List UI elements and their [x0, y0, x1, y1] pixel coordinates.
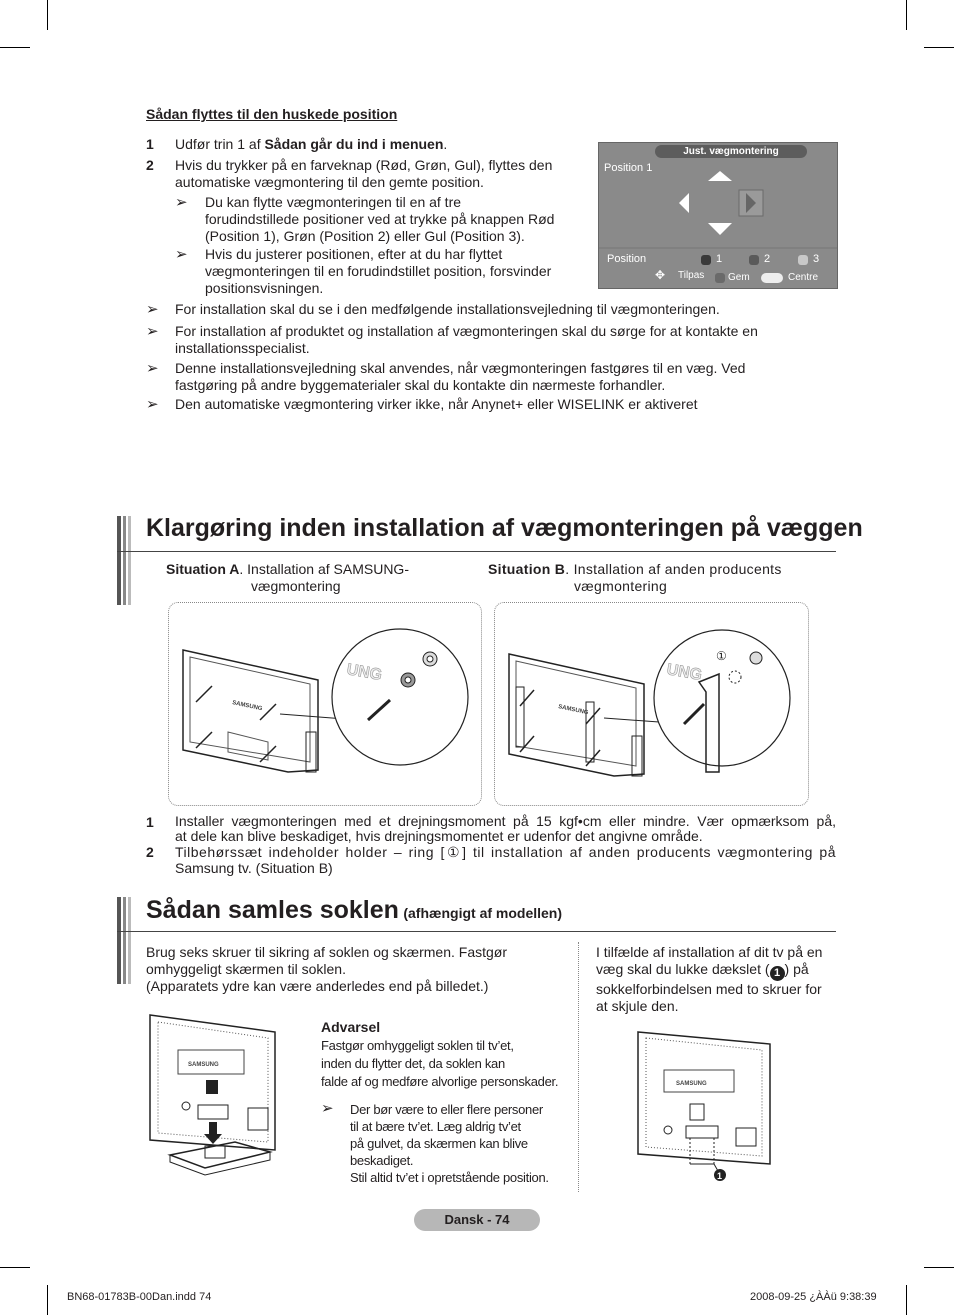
arrow-up-icon: [708, 171, 732, 181]
warning-title: Advarsel: [321, 1019, 381, 1035]
note-text: [205, 246, 551, 297]
diagram-a-illustration: [168, 602, 480, 804]
text-line: sokkelforbindelsen med to skruer for: [596, 981, 822, 997]
situation-b: [488, 561, 782, 595]
svg-text:UNG: UNG: [345, 661, 384, 685]
text-line: vægmonteringen til en forudindstillet position, forsvinder: [205, 263, 552, 279]
text-line: på gulvet, da skærmen kan blive: [350, 1136, 528, 1151]
item-text: [175, 844, 836, 876]
crop-mark: [47, 0, 48, 30]
text-line: fastgøring på andre byggematerialer skal du kontakte din nærmeste forhandler.: [175, 377, 666, 393]
section-title: [146, 896, 562, 925]
section-title-main: Sådan samles soklen: [146, 896, 399, 924]
text-line: forudindstillede positioner ved at trykke på knappen Rød: [205, 211, 555, 227]
text-line: inden du flytter det, da soklen kan: [321, 1056, 505, 1071]
warning-note: [350, 1101, 549, 1186]
wall-mount-note: [596, 944, 822, 1015]
crop-mark: [906, 1285, 907, 1315]
section-title: Klargøring inden installation af vægmonteringen på væggen: [146, 514, 863, 542]
text-line: Hvis du trykker på en farveknap (Rød, Grøn, Gul), flyttes den: [175, 157, 553, 173]
item-number: 1: [146, 814, 154, 830]
red-button-icon: [701, 255, 711, 265]
diagram-b-brand: SAMSUNG: [557, 704, 589, 717]
situation-a: [166, 561, 409, 595]
text-line: Installer vægmonteringen med et drejningsmoment på 15 kgf•cm eller mindre. Vær opmærksom på,: [175, 813, 836, 829]
crop-mark: [906, 0, 907, 30]
note-arrow-icon: ➢: [175, 194, 188, 211]
yellow-button-icon: [798, 255, 808, 265]
osd-centre: Centre: [788, 272, 819, 283]
section-title-sub: (afhængigt af modellen): [403, 905, 563, 921]
diagram-b-illustration: [494, 602, 807, 804]
text-line: Du kan flytte vægmonteringen til en af tre: [205, 194, 462, 210]
cover-diagram-brand: SAMSUNG: [676, 1081, 707, 1087]
warning-text: [321, 1037, 558, 1091]
cover-marker-icon: 1: [770, 966, 785, 981]
column-divider: [578, 942, 579, 1192]
crop-mark: [0, 47, 30, 48]
situation-a-label: Situation A: [166, 561, 240, 577]
text-line: at dele kan blive beskadiget, hvis drejningsmomentet er udenfor det angivne område.: [175, 828, 703, 844]
note-arrow-icon: ➢: [146, 301, 159, 318]
note-arrow-icon: ➢: [146, 396, 159, 413]
situation-b-text: . Installation af anden producents: [565, 561, 782, 577]
note-text: For installation skal du se i den medfølgende installationsvejledning til vægmonteringen.: [175, 301, 720, 317]
text-line: [596, 961, 822, 981]
text-line: beskadiget.: [350, 1153, 414, 1168]
footer-file: BN68-01783B-00Dan.indd 74: [67, 1291, 212, 1303]
text-line: Stil altid tv’et i opretstående position.: [350, 1170, 549, 1185]
text-line: (Apparatets ydre kan være anderledes end på billedet.): [146, 978, 489, 994]
diagram-b-ring-label: ①: [716, 649, 727, 663]
text-line: Samsung tv. (Situation B): [175, 860, 333, 876]
osd-gem: Gem: [728, 272, 750, 283]
note-text: Den automatiske vægmontering virker ikke, når Anynet+ eller WISELINK er aktiveret: [175, 396, 698, 412]
text-line: Der bør være to eller flere personer: [350, 1102, 543, 1117]
text-line: omhyggeligt skærmen til soklen.: [146, 961, 346, 977]
text-line: positionsvisningen.: [205, 280, 324, 296]
crop-mark: [47, 1285, 48, 1315]
text-line: Brug seks skruer til sikring af soklen og skærmen. Fastgør: [146, 944, 508, 960]
arrow-left-icon: [679, 193, 689, 213]
text-line: Fastgør omhyggeligt soklen til tv’et,: [321, 1038, 514, 1053]
step-text: [175, 157, 552, 191]
situation-a-text: vægmontering: [251, 578, 341, 594]
text-line: I tilfælde af installation af dit tv på en: [596, 944, 823, 960]
green-button-icon: [749, 255, 759, 265]
text-line: automatiske vægmontering til den gemte position.: [175, 174, 484, 190]
step-text-part: Udfør trin 1 af: [175, 136, 265, 152]
title-underline: [117, 931, 836, 932]
crop-mark: [924, 1267, 954, 1268]
save-button-icon: [715, 273, 725, 283]
arrow-down-icon: [708, 223, 732, 235]
osd-btn-3: 3: [813, 253, 820, 265]
note-arrow-icon: ➢: [175, 246, 188, 263]
item-number: 2: [146, 844, 154, 860]
item-text: [175, 814, 836, 844]
situation-b-text: vægmontering: [574, 578, 668, 594]
heading-bar-decoration: [117, 516, 132, 605]
osd-direction-arrows: [599, 143, 837, 288]
note-arrow-icon: ➢: [321, 1100, 334, 1117]
svg-text:1: 1: [717, 1171, 723, 1181]
crop-mark: [924, 47, 954, 48]
text-part: ) på: [784, 961, 809, 977]
osd-position-row-label: Position: [607, 253, 647, 265]
text-part: væg skal du lukke dækslet (: [596, 961, 770, 977]
cover-illustration: [630, 1030, 778, 1190]
step-number: 1: [146, 136, 154, 152]
note-arrow-icon: ➢: [146, 323, 159, 340]
osd-btn-1: 1: [716, 253, 723, 265]
osd-btn-2: 2: [764, 253, 771, 265]
diagram-a-brand: SAMSUNG: [231, 700, 263, 713]
enter-button-icon: [761, 273, 783, 283]
osd-position-label: Position 1: [604, 162, 653, 174]
osd-title: Just. vægmontering: [655, 145, 807, 158]
svg-text:UNG: UNG: [665, 661, 704, 685]
text-line: falde af og medføre alvorlige personskader.: [321, 1074, 559, 1089]
step-number: 2: [146, 157, 154, 173]
text-line: til at bære tv’et. Læg aldrig tv’et: [350, 1119, 521, 1134]
footer-date: 2008-09-25 ¿ÀÀü 9:38:39: [750, 1291, 877, 1303]
note-text: [205, 194, 554, 245]
text-line: For installation af produktet og installation af vægmonteringen skal du sørge for at kontakte en: [175, 323, 758, 339]
move-icon: ✥: [655, 268, 666, 282]
note-arrow-icon: ➢: [146, 360, 159, 377]
crop-mark: [0, 1267, 30, 1268]
intro-text: [146, 944, 507, 995]
osd-wall-mount-menu: [598, 142, 838, 289]
stand-diagram-brand: SAMSUNG: [188, 1062, 219, 1068]
note-text: [175, 323, 758, 357]
step-text-part: .: [443, 136, 448, 152]
note-text: [175, 360, 745, 394]
heading-bar-decoration: [117, 897, 132, 984]
title-underline: [117, 551, 836, 552]
page-number-badge: Dansk - 74: [414, 1209, 540, 1231]
text-line: Denne installationsvejledning skal anvendes, når vægmonteringen fastgøres til en væg. Ved: [175, 360, 746, 376]
text-line: Hvis du justerer positionen, efter at du har flyttet: [205, 246, 503, 262]
text-line: Tilbehørssæt indeholder holder – ring [①] til installation af anden producents vægmontering på: [175, 844, 836, 860]
step-text-bold: Sådan går du ind i menuen: [264, 136, 444, 152]
text-line: installationsspecialist.: [175, 340, 310, 356]
osd-tilpas: Tilpas: [678, 270, 705, 281]
situation-a-text: . Installation af SAMSUNG-: [239, 561, 409, 577]
section-heading: Sådan flyttes til den huskede position: [146, 106, 398, 122]
situation-b-label: Situation B: [488, 561, 566, 577]
text-line: (Position 1), Grøn (Position 2) eller Gul (Position 3).: [205, 228, 525, 244]
step-text: [175, 136, 447, 153]
text-line: at skjule den.: [596, 998, 679, 1014]
stand-assembly-illustration: [140, 1010, 290, 1185]
